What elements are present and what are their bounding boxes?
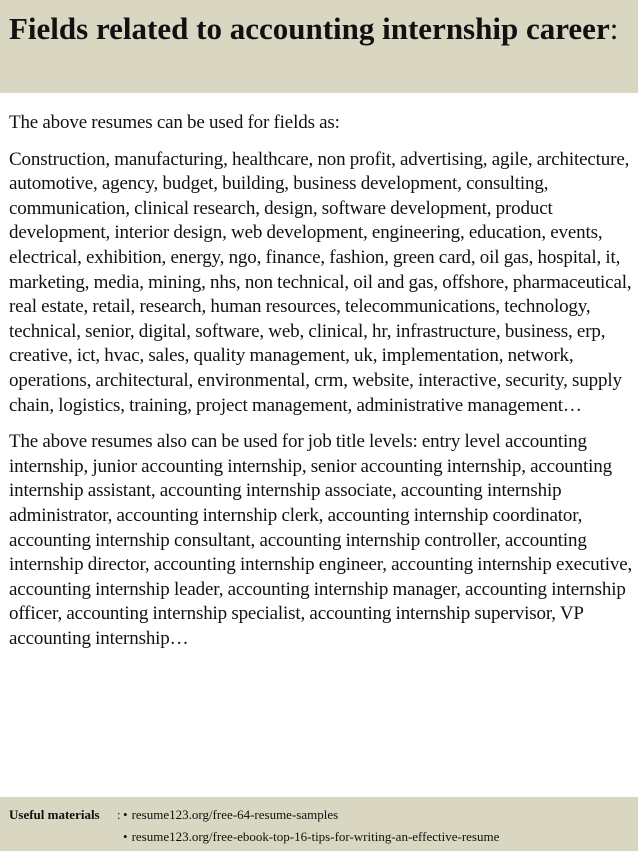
bullet-icon: • xyxy=(123,829,128,844)
resume-samples-link-text: resume123.org/free-64-resume-samples xyxy=(131,807,339,822)
page-title xyxy=(9,9,629,48)
content-body xyxy=(9,111,634,651)
intro-text: The above resumes can be used for fields as: xyxy=(9,112,340,133)
resume-ebook-link-text: resume123.org/free-ebook-top-16-tips-for-writing-an-effective-resume xyxy=(131,829,500,844)
page-title-colon: : xyxy=(609,11,619,46)
useful-materials-label: Useful materials xyxy=(9,807,100,822)
resume-ebook-link[interactable] xyxy=(123,829,499,845)
useful-materials-colon: : xyxy=(117,807,121,822)
page-title-text: Fields related to accounting internship career xyxy=(9,11,610,46)
resume-samples-link[interactable] xyxy=(123,807,338,823)
bullet-icon: • xyxy=(123,807,128,822)
fields-list-text: Construction, manufacturing, healthcare, non profit, advertising, agile, architecture, automotive, agency, budget, building, business development, consulting, communication, clinical research, design, software development, product development, interior design, web development, engineering, education, events, electrical, exhibition, energy, ngo, finance, fashion, green card, oil gas, hospital, it, marketing, media, mining, nhs, non technical, oil and gas, offshore, pharmaceutical, real estate, retail, research, human resources, telecommunications, technology, technical, senior, digital, software, web, clinical, hr, infrastructure, business, erp, creative, ict, hvac, sales, quality management, uk, implementation, network, operations, architectural, environmental, crm, website, interactive, security, supply chain, logistics, training, project management, administrative management… xyxy=(9,148,632,416)
job-levels-text: The above resumes also can be used for job title levels: entry level accounting internship, junior accounting internship, senior accounting internship, accounting internship assistant, accounting internship associate, accounting internship administrator, accounting internship clerk, accounting internship coordinator, accounting internship consultant, accounting internship controller, accounting internship director, accounting internship engineer, accounting internship executive, accounting internship leader, accounting internship manager, accounting internship officer, accounting internship specialist, accounting internship supervisor, VP accounting internship… xyxy=(9,431,633,649)
